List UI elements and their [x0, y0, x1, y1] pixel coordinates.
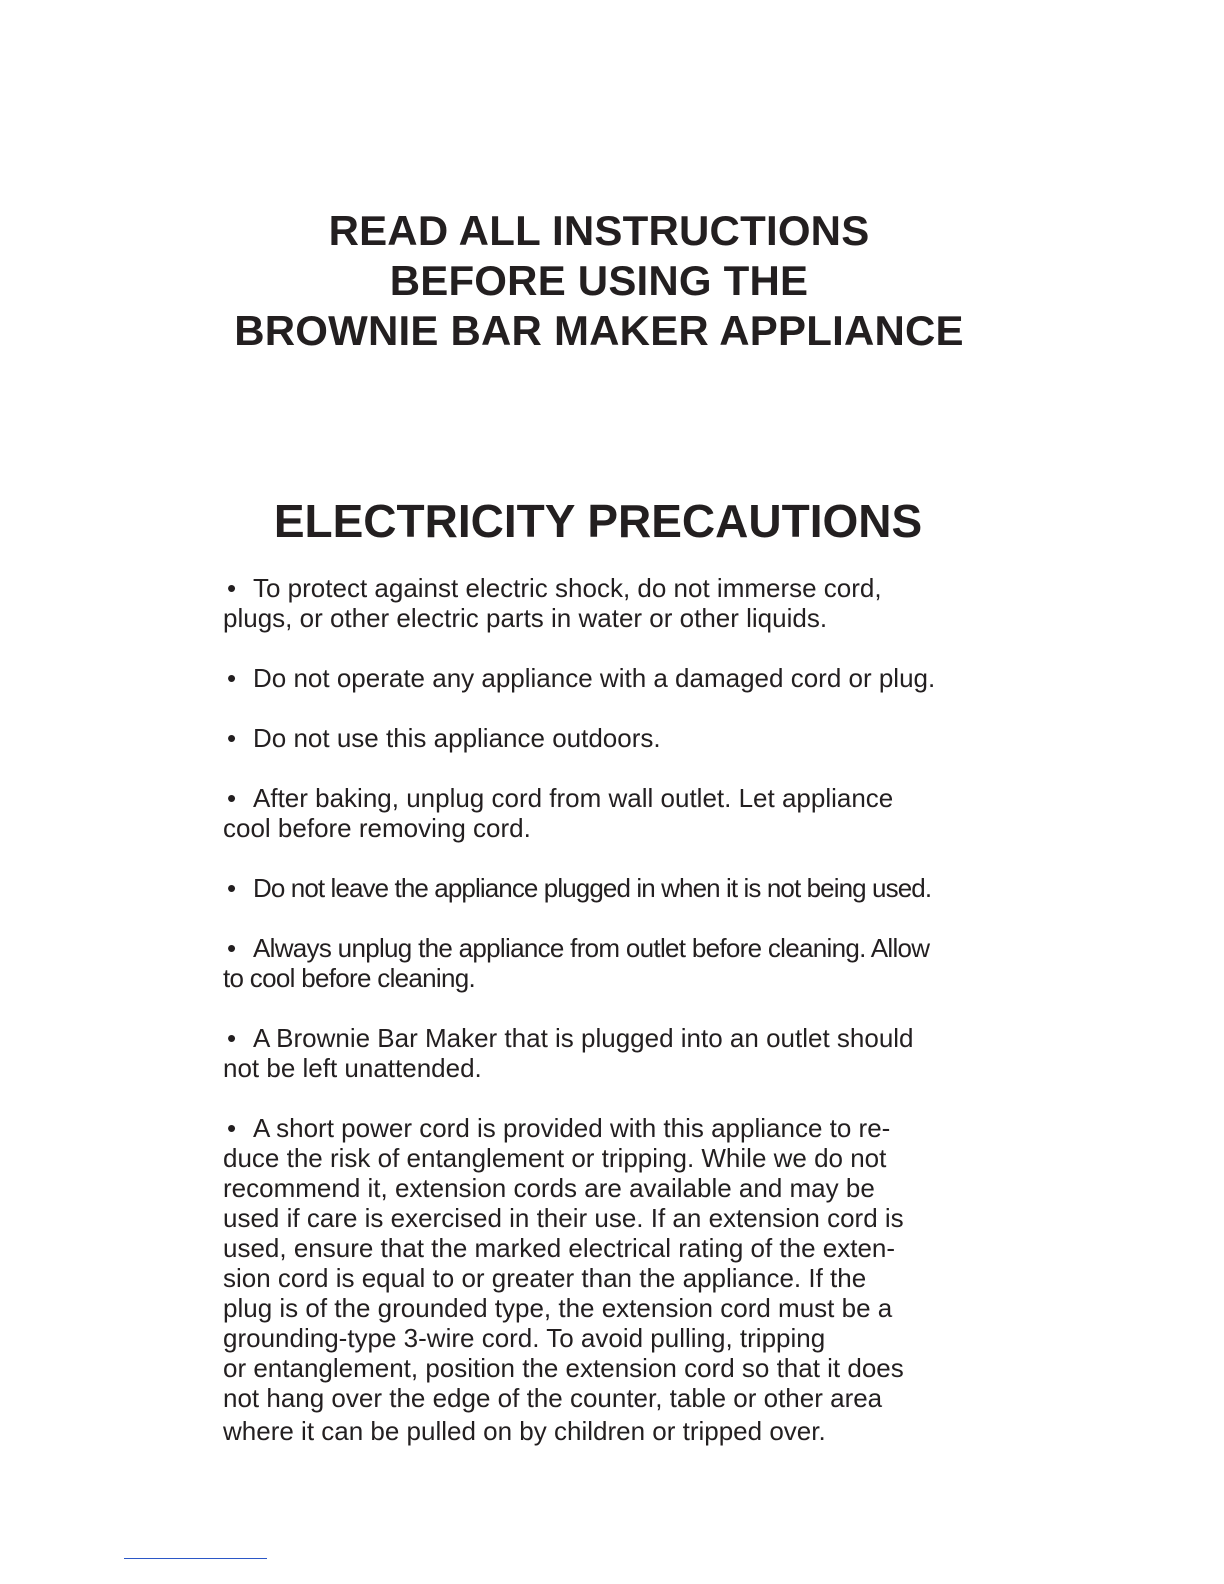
item-text: Do not operate any appliance with a damaged cord or plug. — [253, 663, 936, 693]
item-text: Do not use this appliance outdoors. — [253, 723, 661, 753]
bullet-icon: • — [227, 783, 237, 813]
list-item — [223, 573, 983, 633]
bullet-icon: • — [227, 573, 237, 603]
bullet-icon: • — [227, 933, 236, 963]
bullet-icon: • — [227, 1113, 237, 1143]
list-item — [223, 933, 983, 993]
bullet-icon: • — [227, 723, 237, 753]
footer-rule — [124, 1558, 267, 1559]
list-item — [223, 873, 983, 903]
item-text: Always unplug the appliance from outlet before cleaning. Allow — [253, 933, 930, 963]
item-line — [223, 663, 983, 693]
item-line — [223, 723, 983, 753]
item-text: or entanglement, position the extension cord so that it does — [223, 1353, 904, 1383]
bullet-icon: • — [227, 663, 237, 693]
item-text: cool before removing cord. — [223, 813, 531, 843]
item-line — [223, 573, 983, 603]
list-item — [223, 663, 983, 693]
item-text: to cool before cleaning. — [223, 963, 476, 993]
item-text: After baking, unplug cord from wall outlet. Let appliance — [253, 783, 894, 813]
list-item — [223, 723, 983, 753]
item-text: plugs, or other electric parts in water or other liquids. — [223, 603, 828, 633]
item-text: where it can be pulled on by children or tripped over. — [223, 1416, 826, 1446]
item-text: used, ensure that the marked electrical rating of the exten- — [223, 1233, 896, 1263]
heading-line: BEFORE USING THE — [389, 257, 809, 304]
item-text: A short power cord is provided with this appliance to re- — [253, 1113, 891, 1143]
item-text: Do not leave the appliance plugged in when it is not being used. — [253, 873, 932, 903]
item-text: not hang over the edge of the counter, table or other area — [223, 1383, 883, 1413]
item-line — [223, 783, 983, 813]
item-text: not be left unattended. — [223, 1053, 482, 1083]
heading-line: READ ALL INSTRUCTIONS — [328, 207, 870, 254]
item-line — [223, 1113, 983, 1143]
heading-line: BROWNIE BAR MAKER APPLIANCE — [234, 307, 964, 354]
item-text: plug is of the grounded type, the extension cord must be a — [223, 1293, 893, 1323]
list-item — [223, 1023, 983, 1083]
item-text: To protect against electric shock, do not immerse cord, — [253, 573, 882, 603]
item-text: A Brownie Bar Maker that is plugged into an outlet should — [253, 1023, 914, 1053]
instructions-heading — [0, 206, 1198, 356]
bullet-icon: • — [227, 873, 236, 903]
item-text: used if care is exercised in their use. If an extension cord is — [223, 1203, 904, 1233]
list-item — [223, 1113, 983, 1446]
item-text: duce the risk of entanglement or tripping. While we do not — [223, 1143, 887, 1173]
item-line — [223, 873, 983, 903]
item-text: recommend it, extension cords are available and may be — [223, 1173, 875, 1203]
item-text: sion cord is equal to or greater than the appliance. If the — [223, 1263, 867, 1293]
item-line — [223, 1023, 983, 1053]
precautions-list — [223, 573, 983, 1476]
item-text: grounding-type 3-wire cord. To avoid pulling, tripping — [223, 1323, 826, 1353]
section-title: ELECTRICITY PRECAUTIONS — [273, 495, 923, 547]
item-line — [223, 933, 983, 963]
bullet-icon: • — [227, 1023, 237, 1053]
list-item — [223, 783, 983, 843]
